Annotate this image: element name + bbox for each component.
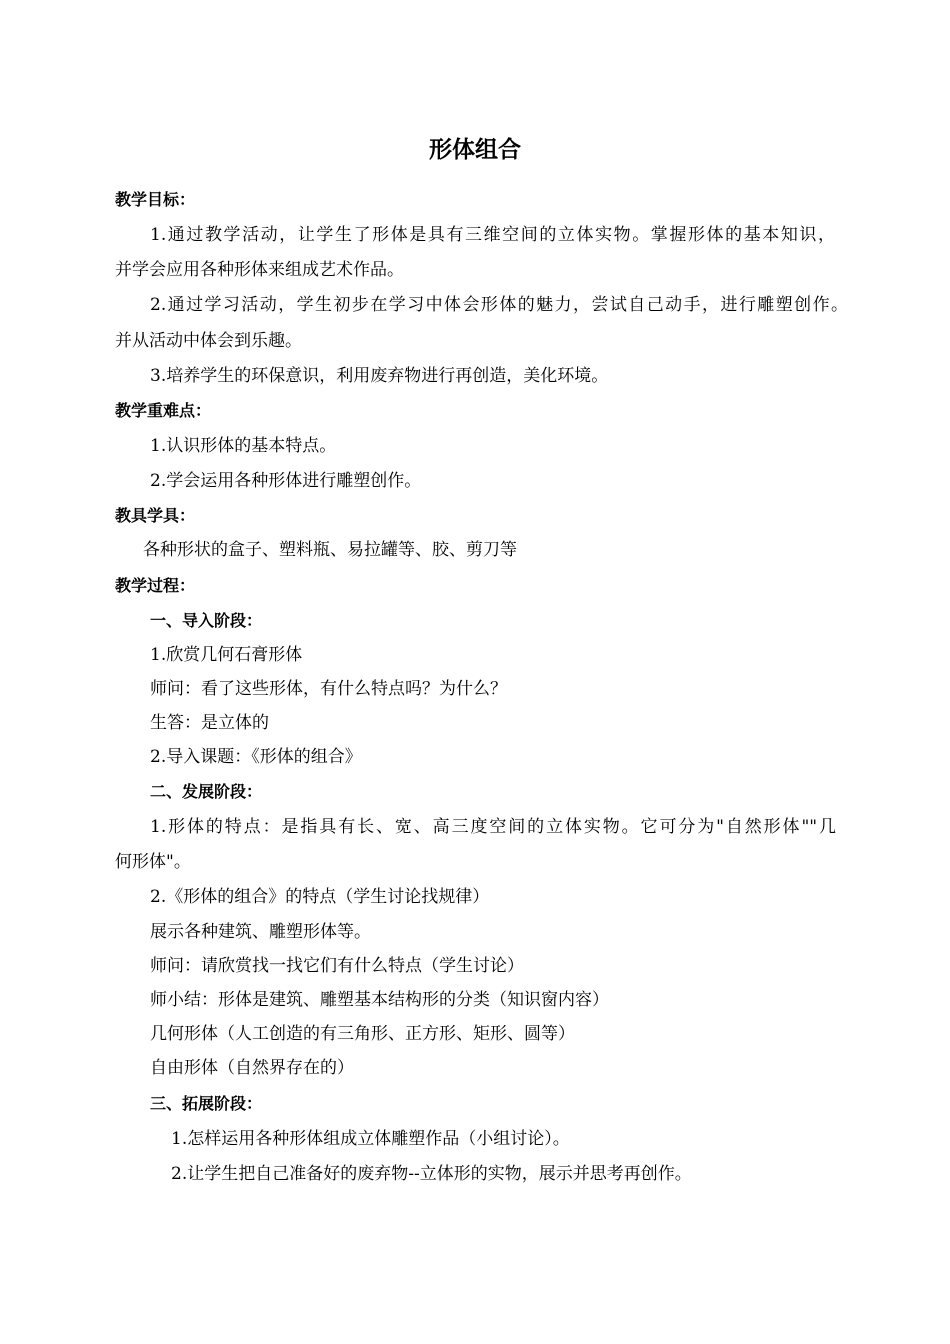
key-point-2: 2.学会运用各种形体进行雕塑创作。 <box>150 471 422 491</box>
stage-1-line-2: 师问：看了这些形体，有什么特点吗？为什么？ <box>150 679 507 699</box>
materials-heading: 教具学具： <box>115 506 196 525</box>
stage-1-line-1: 1.欣赏几何石膏形体 <box>150 645 303 665</box>
key-points-heading: 教学重难点： <box>115 401 212 420</box>
objective-2-line-1: 2.通过学习活动，学生初步在学习中体会形体的魅力，尝试自己动手，进行雕塑创作。 <box>150 295 848 315</box>
stage-2-line-6: 几何形体（人工创造的有三角形、正方形、矩形、圆等） <box>150 1024 575 1044</box>
key-point-1: 1.认识形体的基本特点。 <box>150 436 337 456</box>
stage-2-heading: 二、发展阶段： <box>150 782 263 801</box>
stage-2-line-2: 2.《形体的组合》的特点（学生讨论找规律） <box>150 887 490 907</box>
stage-2-line-1b: 何形体"。 <box>115 852 191 872</box>
stage-3-line-1: 1.怎样运用各种形体组成立体雕塑作品（小组讨论）。 <box>171 1129 570 1149</box>
stage-1-heading: 一、导入阶段： <box>150 611 263 630</box>
materials-text: 各种形状的盒子、塑料瓶、易拉罐等、胶、剪刀等 <box>143 540 517 560</box>
stage-1-line-4: 2.导入课题：《形体的组合》 <box>150 747 362 767</box>
stage-3-heading: 三、拓展阶段： <box>150 1094 263 1113</box>
objective-1-line-2: 并学会应用各种形体来组成艺术作品。 <box>115 260 404 280</box>
stage-2-line-7: 自由形体（自然界存在的） <box>150 1058 354 1078</box>
stage-2-line-1a: 1.形体的特点：是指具有长、宽、高三度空间的立体实物。它可分为"自然形体""几 <box>150 817 836 837</box>
objective-2-line-2: 并从活动中体会到乐趣。 <box>115 331 302 351</box>
stage-2-line-4: 师问：请欣赏找一找它们有什么特点（学生讨论） <box>150 956 524 976</box>
stage-2-line-5: 师小结：形体是建筑、雕塑基本结构形的分类（知识窗内容） <box>150 990 609 1010</box>
stage-3-line-2: 2.让学生把自己准备好的废弃物--立体形的实物，展示并思考再创作。 <box>171 1164 692 1184</box>
process-heading: 教学过程： <box>115 576 196 595</box>
stage-2-line-3: 展示各种建筑、雕塑形体等。 <box>150 922 371 942</box>
stage-1-line-3: 生答：是立体的 <box>150 713 269 733</box>
objective-1-line-1: 1.通过教学活动，让学生了形体是具有三维空间的立体实物。掌握形体的基本知识， <box>150 225 835 245</box>
objective-3: 3.培养学生的环保意识，利用废弃物进行再创造，美化环境。 <box>150 366 609 386</box>
page-title: 形体组合 <box>429 137 521 163</box>
objectives-heading: 教学目标： <box>115 190 196 209</box>
